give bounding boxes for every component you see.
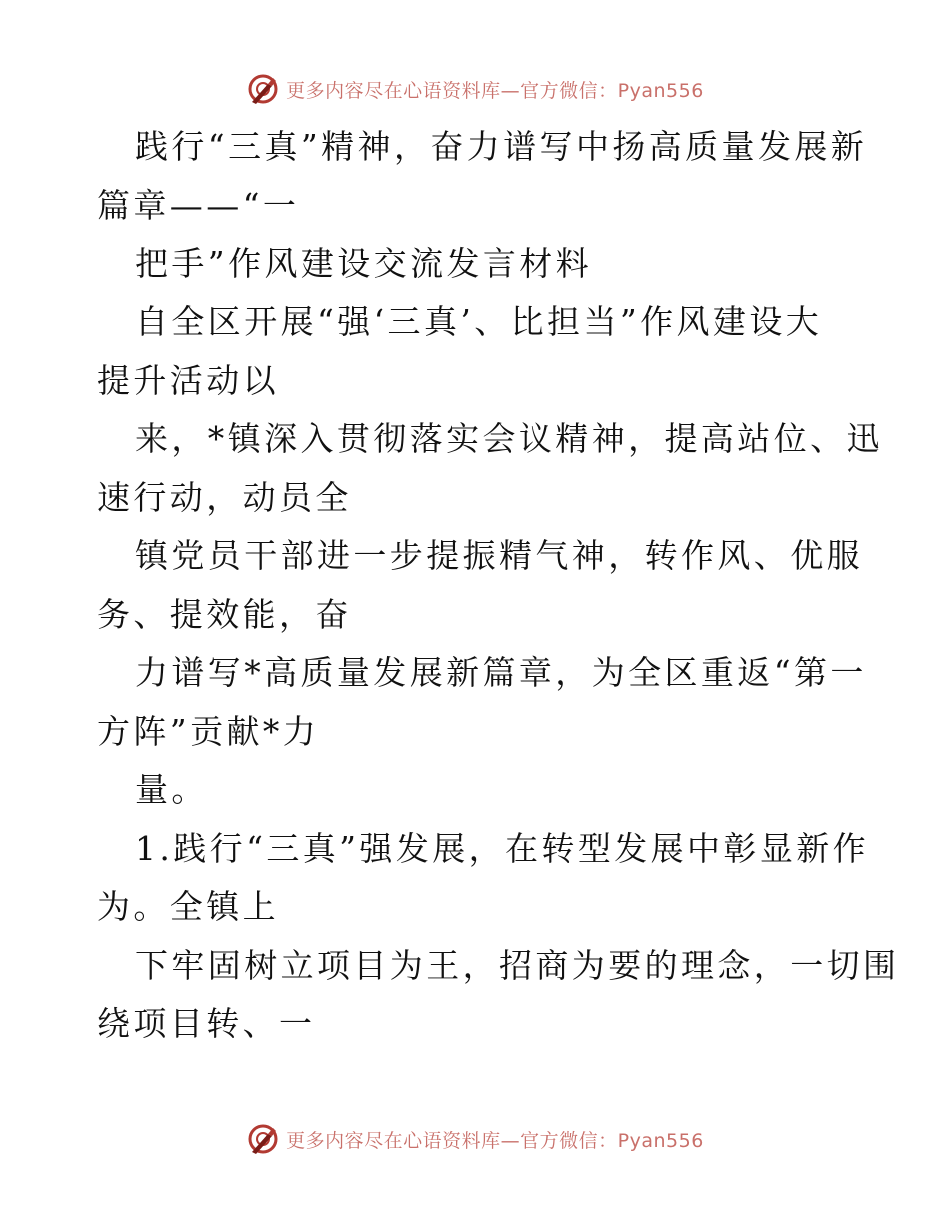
text-line: 把手”作风建设交流发言材料 xyxy=(135,244,593,283)
watermark-text: 更多内容尽在心语资料库—官方微信：Pyan556 xyxy=(286,79,704,102)
text-line: 提升活动以 xyxy=(97,361,279,400)
text-line: 为。全镇上 xyxy=(97,887,279,926)
text-line: 方阵”贡献*力 xyxy=(97,712,320,751)
text-line: 力谱写*高质量发展新篇章，为全区重返“第一 xyxy=(135,653,867,692)
text-line: 自全区开展“强‘三真’、比担当”作风建设大 xyxy=(135,302,823,341)
text-line: 速行动，动员全 xyxy=(97,478,352,517)
text-line: 下牢固树立项目为王，招商为要的理念，一切围 xyxy=(135,946,900,985)
header-watermark xyxy=(0,72,950,106)
text-line: 篇章——“一 xyxy=(97,186,300,225)
pen-logo-icon xyxy=(246,1122,280,1156)
text-line: 镇党员干部进一步提振精气神，转作风、优服 xyxy=(135,536,863,575)
footer-watermark xyxy=(0,1122,950,1156)
text-line: 来，*镇深入贯彻落实会议精神，提高站位、迅 xyxy=(135,419,883,458)
text-line: 务、提效能，奋 xyxy=(97,595,352,634)
watermark-text: 更多内容尽在心语资料库—官方微信：Pyan556 xyxy=(286,1129,704,1152)
text-line: 1.践行“三真”强发展，在转型发展中彰显新作 xyxy=(135,829,870,868)
text-line: 践行“三真”精神，奋力谱写中扬高质量发展新 xyxy=(135,127,868,166)
text-line: 量。 xyxy=(135,770,208,809)
pen-logo-icon xyxy=(246,72,280,106)
text-line: 绕项目转、一 xyxy=(97,1004,316,1043)
